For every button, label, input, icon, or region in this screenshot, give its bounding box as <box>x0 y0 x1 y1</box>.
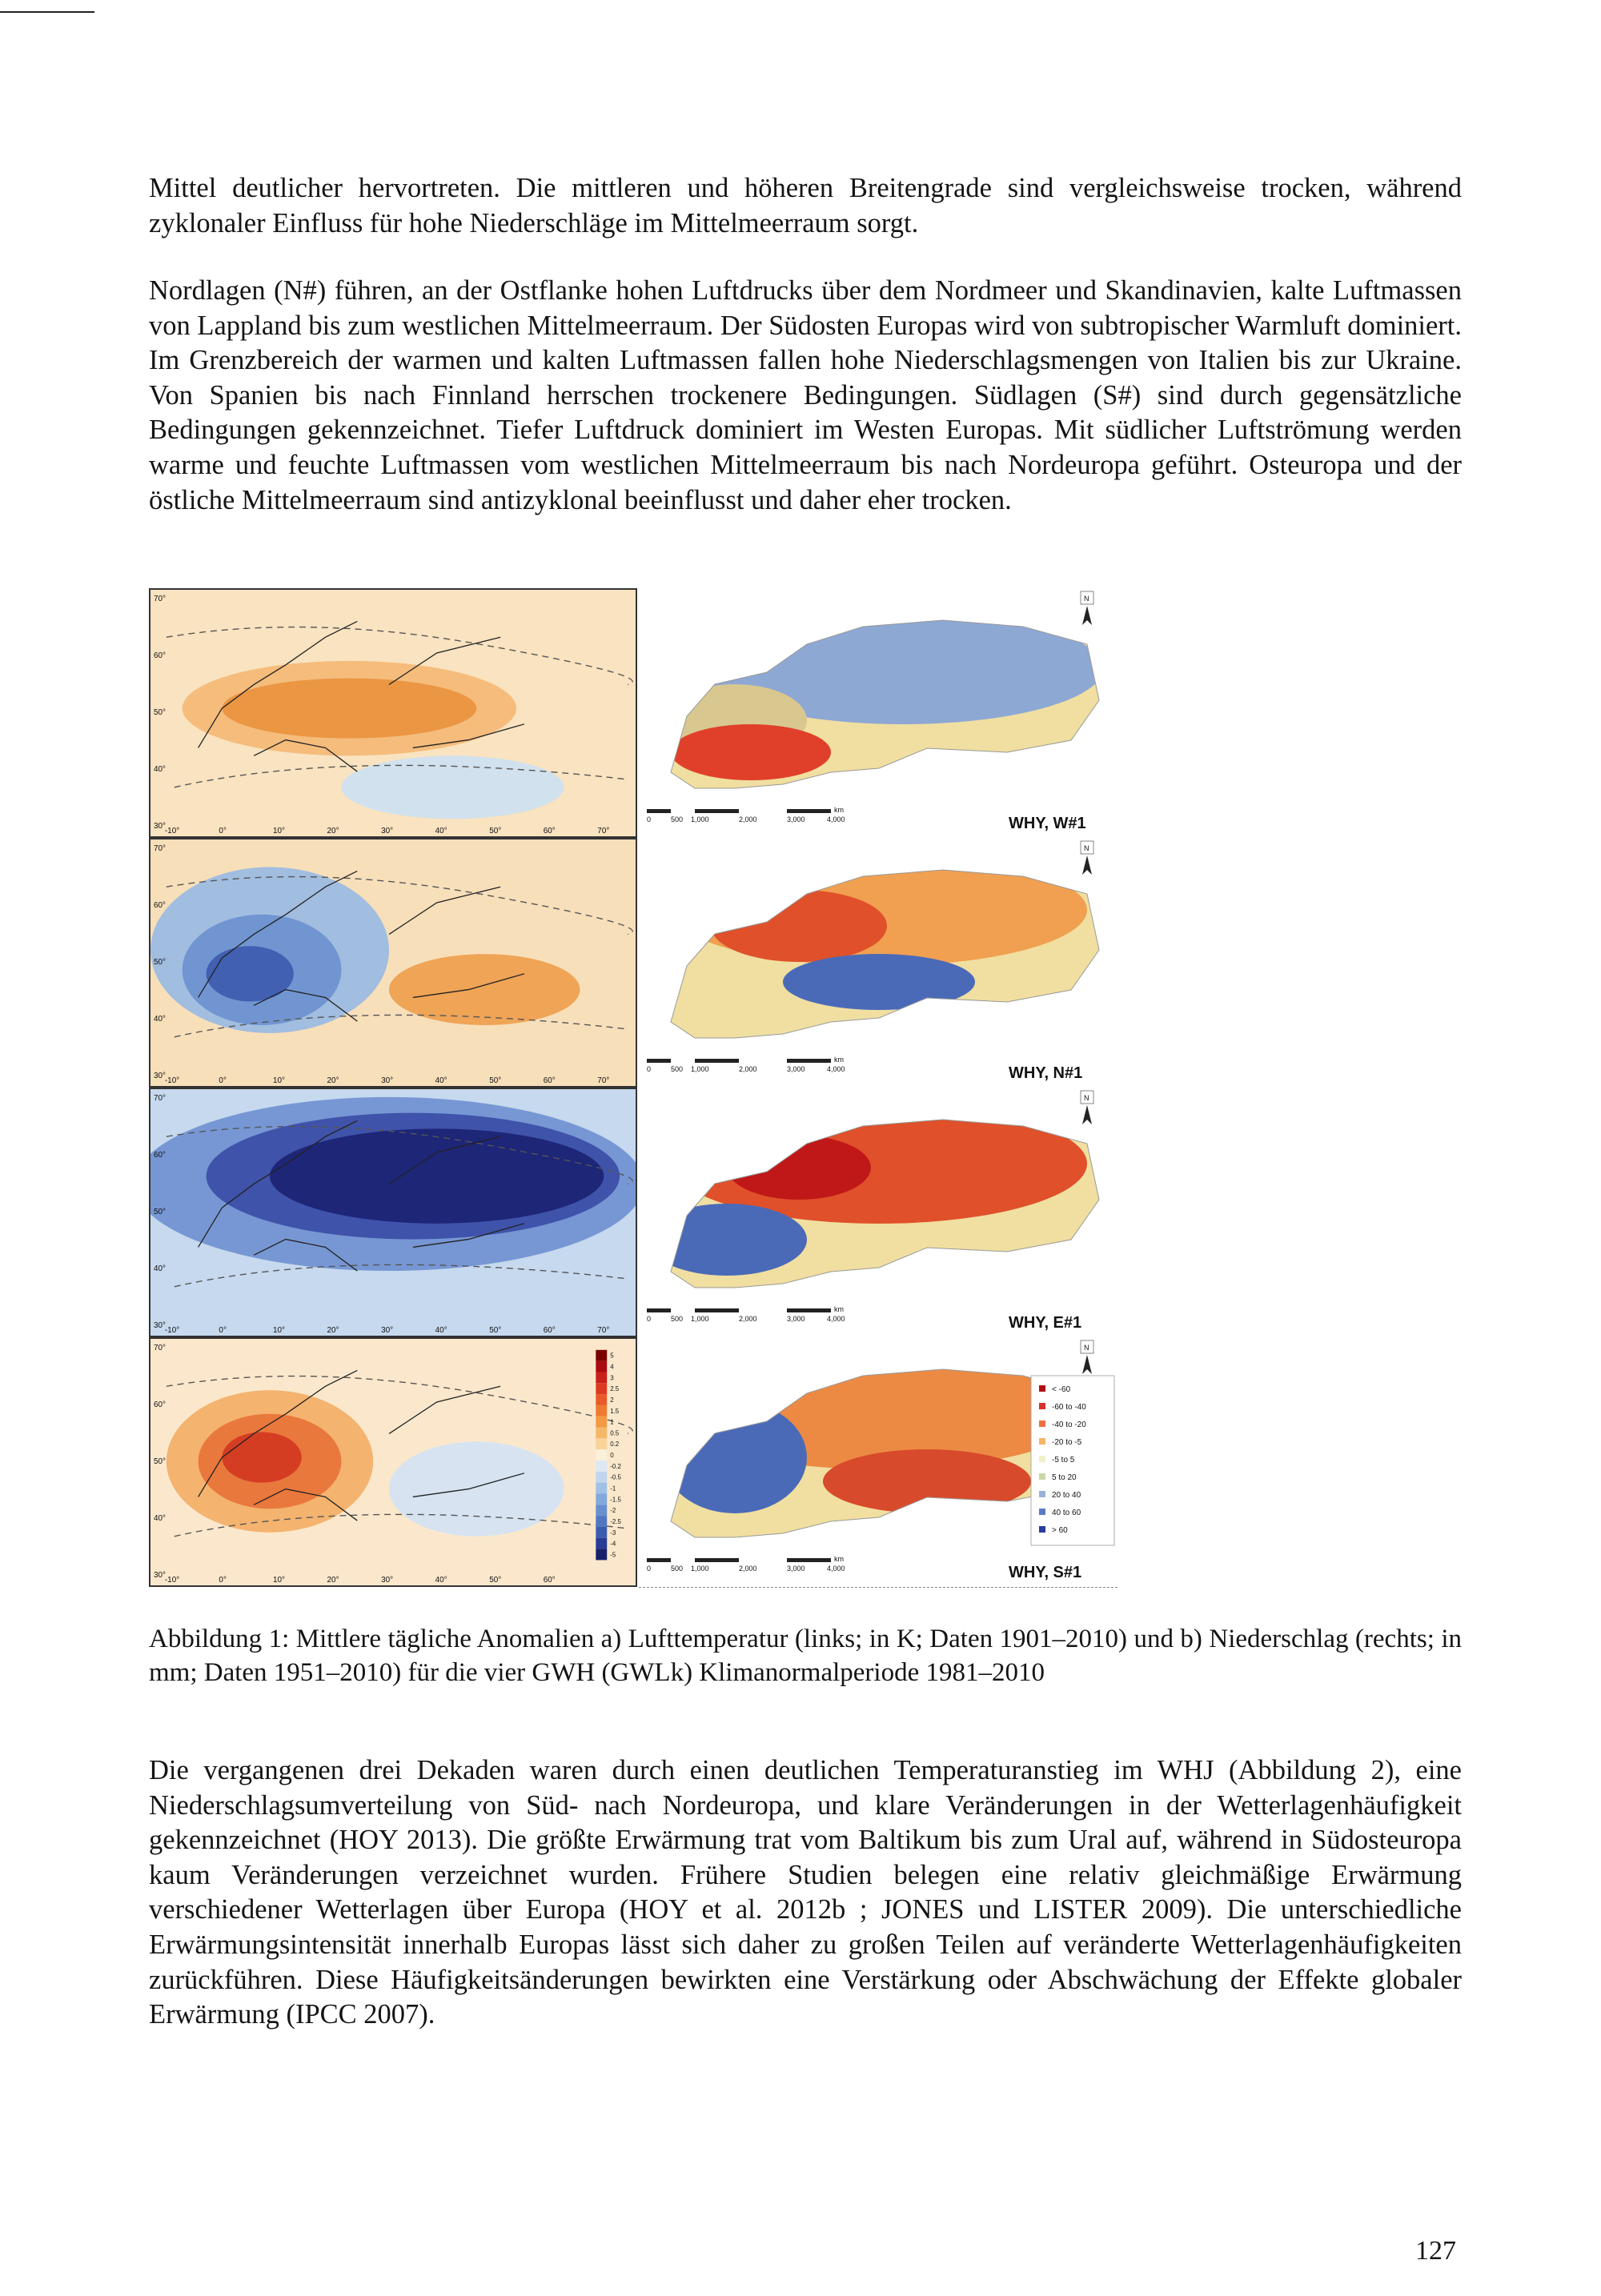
colorbar-label: 0 <box>610 1452 614 1460</box>
lon-tick-label: -10° <box>164 1076 180 1086</box>
lon-tick-label: 30° <box>381 827 394 836</box>
colorbar-label: 2 <box>610 1396 614 1404</box>
legend-swatch <box>1039 1509 1045 1515</box>
top-rule <box>0 11 94 13</box>
lon-tick-label: 0° <box>219 1076 227 1086</box>
lat-tick-label: 30° <box>153 1321 166 1331</box>
lat-tick-label: 60° <box>153 1150 166 1160</box>
legend-swatch <box>1039 1438 1045 1445</box>
colorbar-swatch <box>596 1405 607 1416</box>
legend-swatch <box>1039 1473 1045 1480</box>
legend-swatch <box>1039 1526 1045 1533</box>
scale-label: 2,000 <box>739 1315 757 1323</box>
panel-tag: WHY, N#1 <box>1009 1064 1083 1082</box>
scale-label: 500 <box>671 1065 684 1073</box>
legend-label: 5 to 20 <box>1052 1473 1077 1482</box>
lat-tick-label: 40° <box>153 1015 166 1024</box>
scale-label: 4,000 <box>827 815 845 823</box>
lon-tick-label: 40° <box>435 1076 447 1086</box>
scale-label: 2,000 <box>739 815 757 823</box>
precipitation-anomaly-map-1 <box>639 588 1117 839</box>
colorbar-label: -0.5 <box>610 1473 621 1481</box>
lat-tick-label: 40° <box>153 1264 166 1274</box>
lat-tick-label: 30° <box>153 1571 166 1581</box>
colorbar-label: 1 <box>610 1418 614 1426</box>
north-label: N <box>1084 844 1089 852</box>
temperature-anomaly-map-2 <box>149 838 637 1088</box>
lon-tick-label: 40° <box>435 1576 447 1585</box>
scale-label: 500 <box>671 815 684 823</box>
scale-label: 500 <box>671 1565 684 1573</box>
colorbar-label: -5 <box>610 1551 616 1559</box>
scale-label: 0 <box>647 815 652 823</box>
temperature-anomaly-map-4 <box>149 1337 637 1587</box>
scale-label: 1,000 <box>691 815 709 823</box>
lon-tick-label: 0° <box>219 827 227 836</box>
lat-tick-label: 50° <box>153 957 166 967</box>
colorbar-label: 3 <box>610 1374 614 1382</box>
scale-unit: km <box>834 1305 844 1313</box>
lon-tick-label: 70° <box>597 1076 610 1086</box>
lat-tick-label: 70° <box>153 594 166 603</box>
colorbar-swatch <box>596 1538 607 1549</box>
scale-label: 0 <box>647 1565 652 1573</box>
north-label: N <box>1084 1094 1089 1102</box>
figure-caption: Abbildung 1: Mittlere tägliche Anomalien a) Lufttemperatur (links; in K; Daten 1901–2010) und b) Niederschlag (rechts; in mm; Daten 1951–2010) für die vier GWH (GWLk) Klimanormalperiode 1981–2010 <box>149 1625 1462 1687</box>
scale-label: 4,000 <box>827 1065 845 1073</box>
panel-tag: WHY, E#1 <box>1009 1314 1082 1332</box>
legend-label: -60 to -40 <box>1052 1403 1086 1412</box>
colorbar-swatch <box>596 1493 607 1505</box>
lon-tick-label: 0° <box>219 1326 227 1336</box>
scale-unit: km <box>834 1056 844 1064</box>
legend-swatch <box>1039 1385 1045 1392</box>
legend-label: -20 to -5 <box>1052 1438 1082 1447</box>
panel-tag: WHY, S#1 <box>1009 1564 1082 1581</box>
lon-tick-label: 20° <box>327 827 339 836</box>
colorbar-label: 2.5 <box>610 1385 620 1393</box>
lat-tick-label: 70° <box>153 1093 166 1103</box>
lon-tick-label: 20° <box>327 1576 339 1585</box>
precipitation-anomaly-map-3 <box>639 1088 1117 1338</box>
lon-tick-label: 40° <box>435 827 447 836</box>
scale-unit: km <box>834 806 844 814</box>
lon-tick-label: 50° <box>489 1326 502 1336</box>
lat-tick-label: 70° <box>153 843 166 853</box>
lon-tick-label: 0° <box>219 1576 227 1585</box>
colorbar-swatch <box>596 1527 607 1538</box>
lat-tick-label: 30° <box>153 822 166 831</box>
lon-tick-label: -10° <box>164 1326 180 1336</box>
paragraph-3: Die vergangenen drei Dekaden waren durch einen deutlichen Temperaturanstieg im WHJ (Abbildung 2), eine Niederschlagsumverteilung von Süd- nach Nordeuropa, und klare Veränderungen in der Wetterlagenhäufigkeit gekennzeichnet (HOY 2013). Die größte Erwärmung trat vom Baltikum bis zum Ural auf, während in Südosteuropa kaum Veränderungen verzeichnet wurden. Frühere Studien belegen eine relativ gleichmäßige Erwärmung verschiedener Wetterlagen über Europa (HOY et al. 2012b ; JONES und LISTER 2009). Die unterschiedliche Erwärmungsintensität innerhalb Europas lässt sich daher zu großen Teilen auf veränderte Wetterlagenhäufigkeiten zurückführen. Diese Häufigkeitsänderungen bewirkten eine Verstärkung oder Abschwächung der Effekte globaler Erwärmung (IPCC 2007). <box>149 1755 1462 2030</box>
lon-tick-label: 10° <box>272 1076 286 1086</box>
colorbar-swatch <box>596 1438 607 1449</box>
colorbar-label: -2.5 <box>610 1518 621 1525</box>
scale-label: 4,000 <box>827 1565 845 1573</box>
lon-tick-label: 60° <box>543 1576 556 1585</box>
scale-label: 1,000 <box>691 1565 709 1573</box>
scale-unit: km <box>834 1555 844 1563</box>
colorbar-label: -1.5 <box>610 1496 621 1504</box>
scale-label: 3,000 <box>787 1315 805 1323</box>
lat-tick-label: 40° <box>153 765 166 775</box>
colorbar-label: 0.2 <box>610 1441 620 1449</box>
legend-label: -40 to -20 <box>1052 1420 1086 1429</box>
legend-label: < -60 <box>1052 1385 1071 1394</box>
scale-label: 2,000 <box>739 1065 757 1073</box>
colorbar-swatch <box>596 1461 607 1472</box>
lon-tick-label: -10° <box>164 827 180 836</box>
lon-tick-label: 30° <box>381 1076 394 1086</box>
colorbar-label: 4 <box>610 1363 614 1371</box>
north-label: N <box>1084 595 1089 603</box>
north-label: N <box>1084 1344 1089 1352</box>
lon-tick-label: 10° <box>272 1326 286 1336</box>
lat-tick-label: 50° <box>153 1207 166 1216</box>
legend-label: 40 to 60 <box>1052 1509 1081 1517</box>
panel-tag: WHY, W#1 <box>1009 815 1086 832</box>
lon-tick-label: 60° <box>543 1076 556 1086</box>
scale-label: 0 <box>647 1315 652 1323</box>
legend-swatch <box>1039 1491 1045 1497</box>
lat-tick-label: 60° <box>153 651 166 660</box>
lon-tick-label: 50° <box>489 827 502 836</box>
lon-tick-label: 10° <box>272 1576 286 1585</box>
colorbar-label: -4 <box>610 1540 616 1548</box>
colorbar-label: 1.5 <box>610 1407 620 1415</box>
lon-tick-label: 50° <box>489 1076 502 1086</box>
legend-swatch <box>1039 1403 1045 1409</box>
colorbar-swatch <box>596 1361 607 1372</box>
lat-tick-label: 50° <box>153 1457 166 1466</box>
scale-label: 0 <box>647 1065 652 1073</box>
lon-tick-label: 70° <box>597 1326 610 1336</box>
colorbar-label: 5 <box>610 1352 614 1360</box>
colorbar-swatch <box>596 1428 607 1439</box>
lat-tick-label: 60° <box>153 1400 166 1409</box>
figure-1 <box>149 588 1117 1589</box>
scale-label: 2,000 <box>739 1565 757 1573</box>
colorbar-swatch <box>596 1394 607 1405</box>
colorbar-swatch <box>596 1350 607 1361</box>
colorbar-swatch <box>596 1449 607 1461</box>
colorbar-label: 0.5 <box>610 1429 620 1437</box>
scale-label: 1,000 <box>691 1315 709 1323</box>
lon-tick-label: 30° <box>381 1326 394 1336</box>
lon-tick-label: 60° <box>543 1326 556 1336</box>
scale-label: 500 <box>671 1315 684 1323</box>
paragraph-1: Mittel deutlicher hervortreten. Die mittleren und höheren Breitengrade sind vergleichsweise trocken, während zyklonaler Einfluss für hohe Niederschläge im Mittelmeerraum sorgt. <box>149 173 1462 238</box>
legend-label: -5 to 5 <box>1052 1456 1075 1465</box>
legend-label: 20 to 40 <box>1052 1491 1081 1500</box>
scale-label: 3,000 <box>787 1065 805 1073</box>
lon-tick-label: 40° <box>435 1326 447 1336</box>
colorbar-swatch <box>596 1505 607 1516</box>
legend-swatch <box>1039 1420 1045 1427</box>
precipitation-anomaly-map-2 <box>639 838 1117 1088</box>
scale-label: 3,000 <box>787 815 805 823</box>
scale-label: 3,000 <box>787 1565 805 1573</box>
lat-tick-label: 60° <box>153 900 166 910</box>
colorbar-swatch <box>596 1383 607 1394</box>
colorbar-label: -1 <box>610 1485 616 1493</box>
lat-tick-label: 30° <box>153 1072 166 1081</box>
lon-tick-label: 20° <box>327 1076 339 1086</box>
scale-label: 1,000 <box>691 1065 709 1073</box>
lat-tick-label: 50° <box>153 707 166 717</box>
colorbar-swatch <box>596 1483 607 1494</box>
temperature-anomaly-map-3 <box>149 1088 637 1337</box>
legend-swatch <box>1039 1456 1045 1462</box>
scale-label: 4,000 <box>827 1315 845 1323</box>
colorbar-label: -0.2 <box>610 1462 621 1470</box>
legend-label: > 60 <box>1052 1526 1068 1535</box>
colorbar-swatch <box>596 1516 607 1527</box>
colorbar-label: -3 <box>610 1529 616 1537</box>
colorbar-swatch <box>596 1372 607 1383</box>
lon-tick-label: 10° <box>272 827 286 836</box>
lon-tick-label: 30° <box>381 1576 394 1585</box>
colorbar-swatch <box>596 1472 607 1483</box>
lon-tick-label: -10° <box>164 1576 180 1585</box>
page-number: 127 <box>1415 2236 1456 2266</box>
temperature-anomaly-map-1 <box>149 588 637 838</box>
colorbar-label: -2 <box>610 1507 616 1515</box>
lon-tick-label: 70° <box>597 827 610 836</box>
lon-tick-label: 60° <box>543 827 556 836</box>
precipitation-anomaly-map-4 <box>639 1337 1117 1588</box>
lon-tick-label: 20° <box>327 1326 339 1336</box>
colorbar-swatch <box>596 1416 607 1428</box>
lat-tick-label: 70° <box>153 1343 166 1352</box>
paragraph-2: Nordlagen (N#) führen, an der Ostflanke hohen Luftdrucks über dem Nordmeer und Skandinavien, kalte Luftmassen von Lappland bis zum westlichen Mittelmeerraum. Der Südosten Europas wird von subtropischer Warmluft dominiert. Im Grenzbereich der warmen und kalten Luftmassen fallen hohe Niederschlagsmengen von Italien bis zur Ukraine. Von Spanien bis nach Finnland herrschen trockenere Bedingungen. Südlagen (S#) sind durch gegensätzliche Bedingungen gekennzeichnet. Tiefer Luftdruck dominiert im Westen Europas. Mit südlicher Luftströmung werden warme und feuchte Luftmassen vom westlichen Mittelmeerraum bis nach Nordeuropa geführt. Osteuropa und der östliche Mittelmeerraum sind antizyklonal beeinflusst und daher eher trocken. <box>149 275 1462 515</box>
colorbar-swatch <box>596 1549 607 1561</box>
lon-tick-label: 50° <box>489 1576 502 1585</box>
lat-tick-label: 40° <box>153 1514 166 1524</box>
